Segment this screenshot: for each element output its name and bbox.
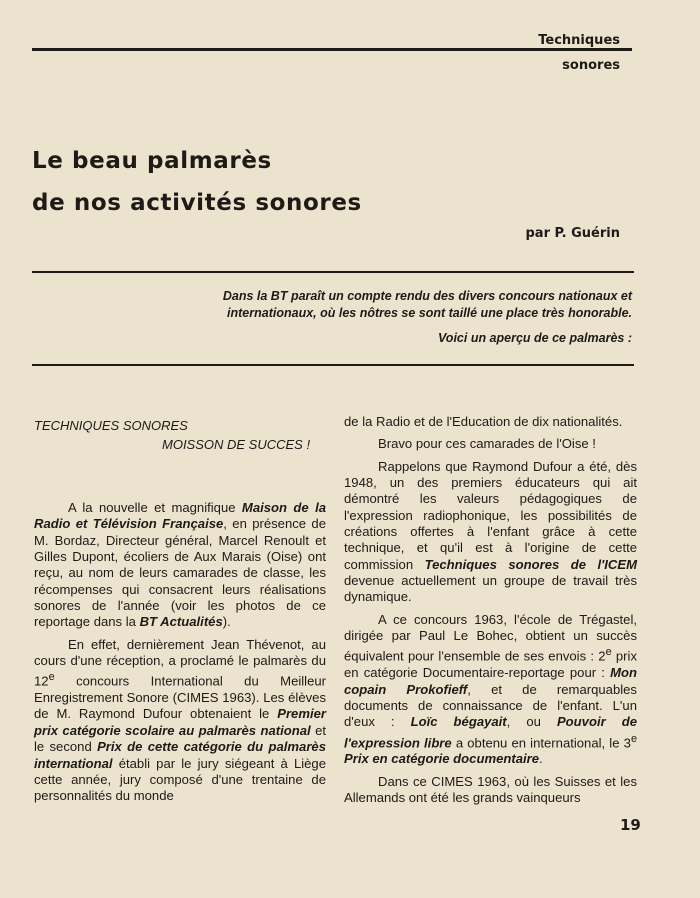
paragraph: A la nouvelle et magnifique Maison de la Radio et Télévision Française, en présence de M. Bordaz, Directeur général, Marcel Renoult et Gilles Dupont, écoliers de Aux Marais (Oise) ont reçu, au nom de leurs camarades de classe, les récompenses qui consacrent leurs réalisations sonores de l'année (voir les photos de ce reportage dans la BT Actualités).	[34, 500, 326, 630]
intro-paragraph: Voici un aperçu de ce palmarès :	[437, 331, 632, 345]
section-label	[538, 28, 620, 78]
section-label-line2: sonores	[562, 58, 620, 73]
column-heading-line2: MOISSON DE SUCCES !	[162, 437, 311, 452]
intro-paragraph: Dans la BT paraît un compte rendu des divers concours nationaux et internationaux, où les nôtres se sont taillé une place très honorable.	[222, 289, 632, 320]
paragraph: Bravo pour ces camarades de l'Oise !	[378, 436, 596, 452]
divider	[32, 364, 634, 366]
left-column	[34, 416, 326, 805]
title-line1: Le beau palmarès	[32, 148, 272, 174]
article-title	[32, 140, 592, 224]
paragraph: En effet, dernièrement Jean Thévenot, au cours d'une réception, a proclamé le palmarès du 12e concours International du Meilleur Enregistrement Sonore (CIMES 1963). Les élèves de M. Raymond Dufour obtenaient le Premier prix catégorie scolaire au palmarès national et le second Prix de cette catégorie du palmarès international établi par le jury siégeant à Liège cette année, jury composé d'une trentaine de personnalités du monde	[34, 636, 327, 804]
paragraph: de la Radio et de l'Education de dix nationalités.	[344, 414, 623, 429]
title-line2: de nos activités sonores	[32, 190, 362, 216]
column-heading-line1: TECHNIQUES SONORES	[34, 418, 188, 433]
intro-standfirst	[192, 288, 632, 347]
paragraph: Rappelons que Raymond Dufour a été, dès 1948, un des premiers éducateurs qui ait démontré les valeurs pédagogiques de l'expression radiophonique, les possibilités de créations offertes à l'enfant grâce à cette technique, et qu'il est à l'origine de cette commission Techniques sonores de l'ICEM devenue actuellement un groupe de travail très dynamique.	[344, 458, 637, 605]
column-heading	[34, 416, 326, 454]
paragraph: Dans ce CIMES 1963, où les Suisses et les Allemands ont été les grands vainqueurs	[344, 773, 637, 805]
right-column	[344, 414, 637, 806]
section-label-line1: Techniques	[538, 33, 620, 48]
page-number: 19	[620, 816, 641, 834]
byline: par P. Guérin	[525, 226, 620, 241]
divider	[32, 271, 634, 273]
paragraph: A ce concours 1963, l'école de Trégastel, dirigée par Paul Le Bohec, obtient un succès équivalent pour l'ensemble de ses envois : 2e prix en catégorie Documentaire-reportage pour : Mon copain Prokofieff, et de remarquables documents de connaissance de l'enfant. L'un d'eux : Loïc bégayait, ou Pouvoir de l'expression libre a obtenu en international, le 3e Prix en catégorie documentaire.	[344, 611, 638, 767]
